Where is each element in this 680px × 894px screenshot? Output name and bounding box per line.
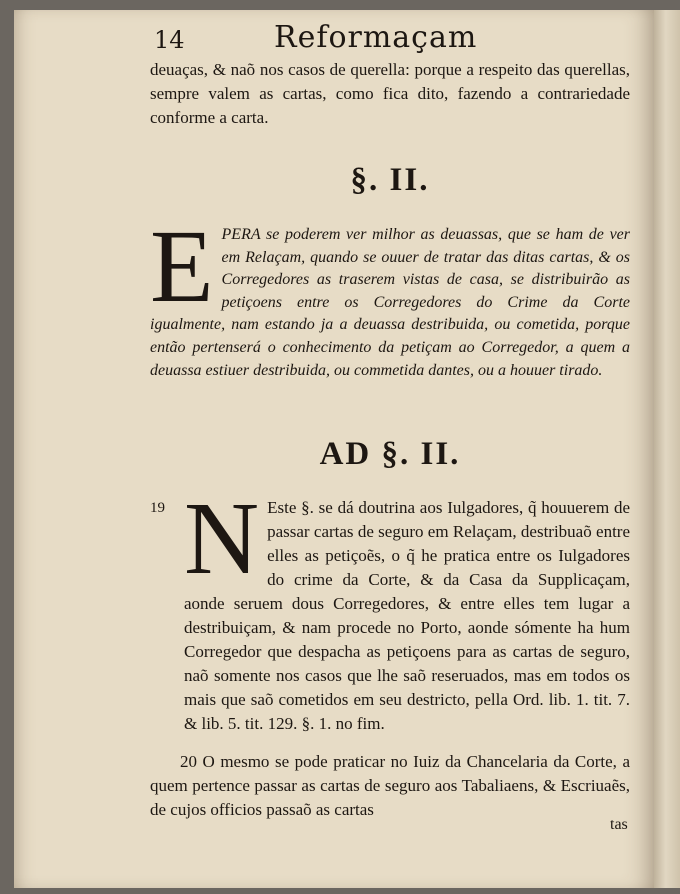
commentary-paragraph bbox=[150, 481, 630, 736]
book-page bbox=[14, 10, 654, 888]
continuation-text: deuaças, & naõ nos casos de querella: porque a respeito das querellas, sempre valem as cartas, como fica dito, fazendo a contrariedade conforme a carta. bbox=[150, 60, 630, 127]
paragraph-number-20: 20 bbox=[180, 752, 197, 771]
commentary-heading: AD §. II. bbox=[319, 436, 461, 472]
catchword: tas bbox=[610, 816, 628, 833]
italic-paragraph-text: PERA se poderem ver milhor as deuassas, que se ham de ver em Relaçam, quando se ouuer de tratar das ditas cartas, & os Corregedores as traserem vistas de casa, se distribuirão as petiçoens entre os Corregedores do Crime da Corte igualmente, nam estando ja a deuassa destribuida, ou cometida, porque então pertenserá o conhecimento da petiçam ao Corregedor, a quem a deuassa estiuer destribuida, ou commetida dantes, ou a houuer tirado. bbox=[150, 226, 630, 379]
commentary-text: Este §. se dá doutrina aos Iulgadores, q̃ houuerem de passar cartas de seguro em Relaçam, destribuaõ entre elles as petiçoẽs, o q̃ he pratica entre os Iulgadores do crime da Corte, & da Casa da Supplicaçam, aonde seruem dous Corregedores, & entre elles tem lugar a destribuiçam, & nam procede no Porto, aonde sómente ha hum Corregedor que despacha as petiçoens para as cartas de seguro, naõ somente nos casos que lhe saõ reseruados, mas em todos os mais que saõ cometidos em seu destricto, pella Ord. lib. 1. tit. 7. & lib. 5. tit. 129. §. 1. no fim. bbox=[184, 498, 630, 733]
page-number: 14 bbox=[154, 26, 185, 54]
italic-paragraph bbox=[150, 209, 630, 382]
margin-number-19: 19 bbox=[150, 500, 165, 516]
second-paragraph-text: O mesmo se pode praticar no Iuiz da Chancelaria da Corte, a quem pertence passar as cartas de seguro aos Tabaliaens, & Escriuaẽs, de cujos officios passaõ as cartas bbox=[150, 752, 630, 819]
running-head bbox=[154, 20, 594, 58]
drop-cap-n: N bbox=[184, 481, 260, 596]
running-title: Reformaçam bbox=[274, 20, 478, 55]
drop-cap-e: E bbox=[150, 209, 214, 324]
second-paragraph bbox=[150, 750, 630, 822]
section-heading: §. II. bbox=[350, 162, 430, 198]
page-edge bbox=[654, 10, 680, 888]
